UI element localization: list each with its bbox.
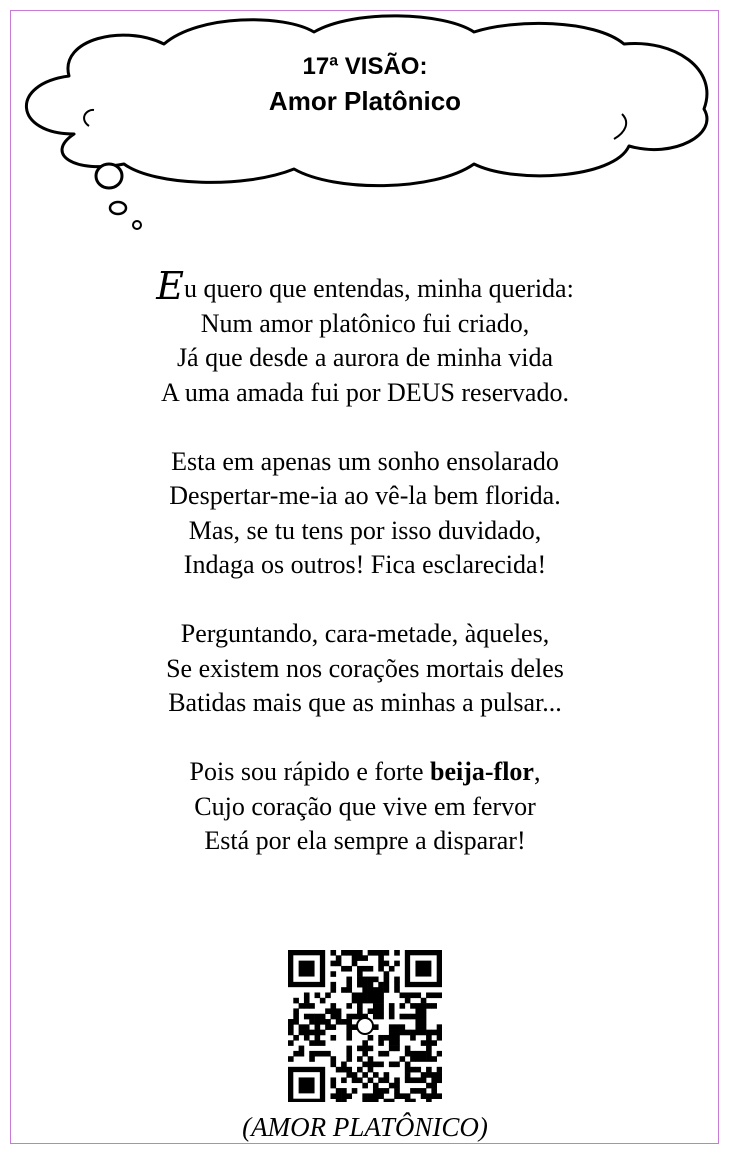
thought-bubble-large xyxy=(96,164,122,188)
verse: Já que desde a aurora de minha vida xyxy=(176,343,554,372)
verse: Pois sou rápido e forte beija-flor, xyxy=(189,757,541,786)
stanza-3 xyxy=(0,617,730,721)
verse: Indaga os outros! Fica esclarecida! xyxy=(183,550,547,579)
verse: Num amor platônico fui criado, xyxy=(200,308,530,338)
dropcap: E xyxy=(156,264,184,308)
verse: Se existem nos corações mortais deles xyxy=(166,653,564,683)
caption: (AMOR PLATÔNICO) xyxy=(242,1112,488,1142)
thought-cloud-icon xyxy=(14,14,716,234)
verse: Esta em apenas um sonho ensolarado xyxy=(171,446,559,476)
verse: Mas, se tu tens por isso duvidado, xyxy=(188,515,542,545)
qr-code-icon[interactable] xyxy=(288,950,442,1102)
verse: A uma amada fui por DEUS reservado. xyxy=(161,377,569,407)
vision-number-title: 17ª VISÃO: xyxy=(302,53,428,80)
stanza-2 xyxy=(0,445,730,583)
vision-name-title: Amor Platônico xyxy=(268,86,462,116)
verse: Está por ela sempre a disparar! xyxy=(204,826,526,855)
thought-bubble-medium xyxy=(110,202,126,214)
thought-bubble-small xyxy=(133,221,141,229)
bold-word: beija-flor xyxy=(430,757,534,786)
verse: Perguntando, cara-metade, àqueles, xyxy=(180,619,550,648)
verse: Cujo coração que vive em fervor xyxy=(194,791,536,821)
verse: Eu quero que entendas, minha querida: xyxy=(156,264,574,308)
stanza-4 xyxy=(0,755,730,859)
poem xyxy=(0,264,730,893)
verse: Despertar-me-ia ao vê-la bem florida. xyxy=(169,481,561,510)
verse: Batidas mais que as minhas a pulsar... xyxy=(168,688,562,717)
stanza-1 xyxy=(0,264,730,410)
